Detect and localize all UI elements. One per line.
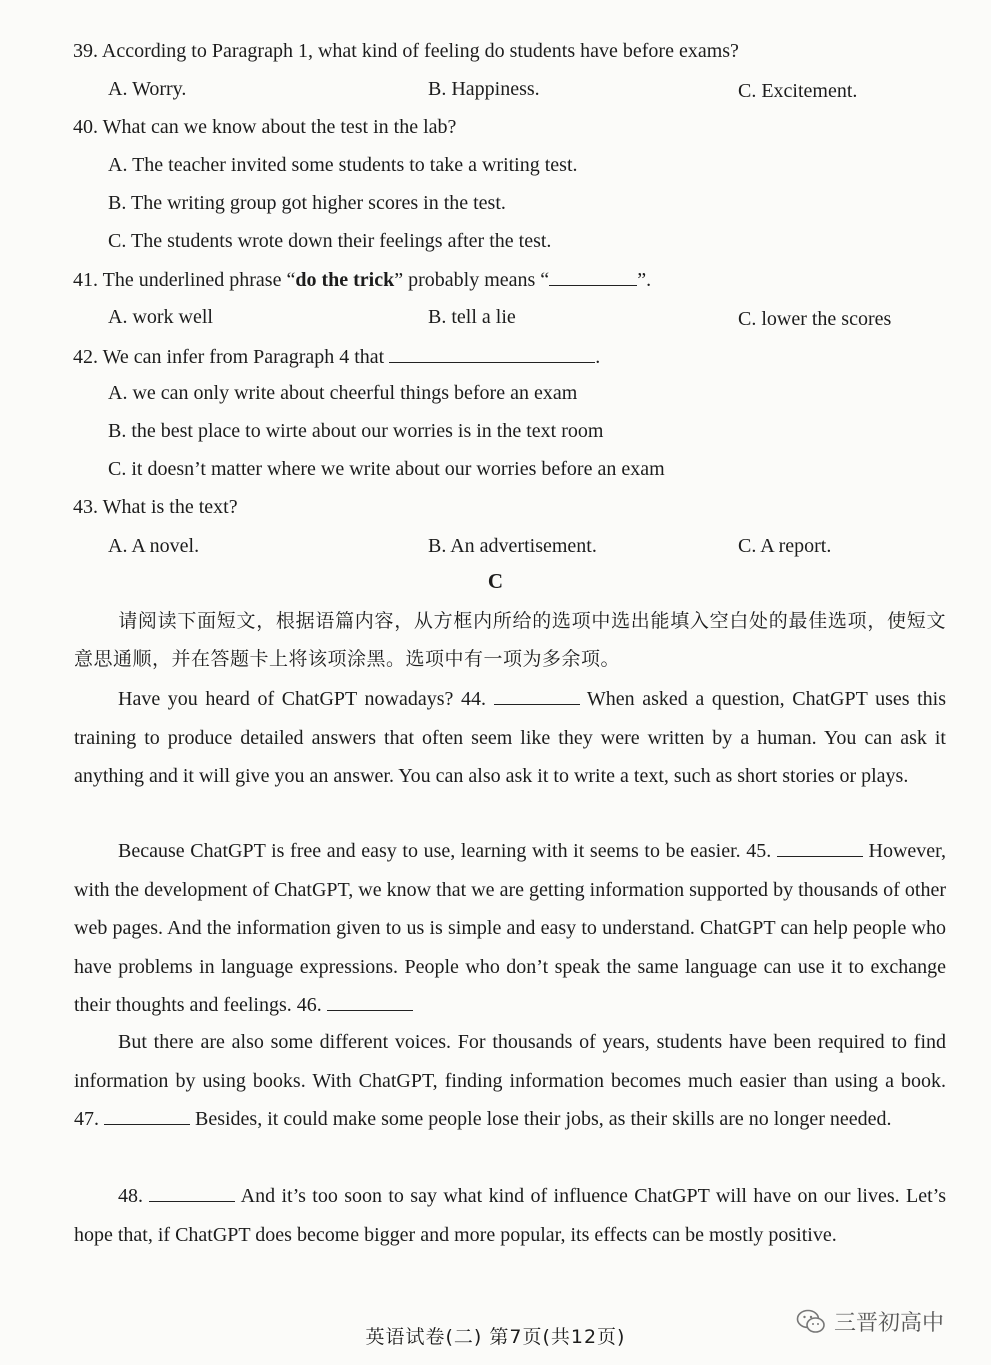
q42-stem-text: 42. We can infer from Paragraph 4 that [73,346,385,368]
blank-48 [149,1181,235,1202]
question-43-stem: 43. What is the text? [73,496,238,518]
p3-text-a: But there are also some different voices. For thousands of years, students have been required to find information by using books. With ChatGPT, finding information becomes much easier than using a book. 47. [74,1031,946,1130]
q41-option-c: C. lower the scores [738,308,892,330]
blank-45 [777,836,863,857]
wechat-icon [796,1309,826,1335]
p1-text-b: When asked a question, ChatGPT uses this training to produce detailed answers that often seem like they were written by a human. You can ask it anything and it will give you an answer. You can also ask it to write a text, such as short stories or plays. [74,688,947,787]
q39-option-b: B. Happiness. [428,78,540,100]
q40-option-a: A. The teacher invited some students to take a writing test. [108,154,578,176]
q41-stem-middle: ” probably means “ [394,269,550,291]
q43-option-a: A. A novel. [108,535,200,557]
q41-stem-end: ”. [637,269,652,291]
q42-stem-end: . [595,346,601,368]
q42-option-b: B. the best place to wirte about our worries is in the text room [108,420,604,442]
blank-46 [327,990,413,1011]
q41-stem-prefix: 41. The underlined phrase “ [73,269,296,291]
q41-option-a: A. work well [108,306,213,328]
section-c-instruction [74,602,946,678]
q41-option-b: B. tell a lie [428,306,516,328]
q43-option-b: B. An advertisement. [428,535,597,557]
q40-option-c: C. The students wrote down their feelings after the test. [108,230,552,252]
q39-option-c: C. Excitement. [738,80,858,102]
passage-paragraph-1 [74,680,946,796]
p2-text-a: Because ChatGPT is free and easy to use, learning with it seems to be easier. 45. [118,840,772,862]
instruction-text: 请阅读下面短文，根据语篇内容，从方框内所给的选项中选出能填入空白处的最佳选项，使短文意思通顺，并在答题卡上将该项涂黑。选项中有一项为多余项。 [74,610,946,670]
passage-paragraph-2 [74,832,946,1025]
q42-option-c: C. it doesn’t matter where we write about our worries before an exam [108,458,665,480]
p2-text-b: However, with the development of ChatGPT, we know that we are getting information supported by thousands of other web pages. And the information given to us is simple and easy to understand. ChatGPT can help people who have problems in language expressions. People who don’t speak the same language can use it to exchange their thoughts and feelings. 46. [74,840,947,1016]
question-39-stem: 39. According to Paragraph 1, what kind of feeling do students have before exams? [73,40,739,62]
p1-text-a: Have you heard of ChatGPT nowadays? 44. [118,688,486,710]
q42-answer-blank [389,342,595,363]
q39-option-a: A. Worry. [108,78,187,100]
question-41-stem [73,265,651,294]
question-40-stem: 40. What can we know about the test in the lab? [73,116,457,138]
q41-underlined-phrase: do the trick [295,269,395,291]
passage-paragraph-4 [74,1177,946,1254]
passage-paragraph-3 [74,1023,946,1139]
p3-text-b: Besides, it could make some people lose their jobs, as their skills are no longer needed. [195,1108,892,1130]
watermark [796,1306,944,1337]
section-c-heading: C [487,569,504,593]
blank-44 [494,684,580,705]
p4-text-b: And it’s too soon to say what kind of influence ChatGPT will have on our lives. Let’s hope that, if ChatGPT does become bigger and more popular, its effects can be mostly positive. [74,1185,947,1246]
p4-text-a: 48. [118,1185,143,1207]
page-footer: 英语试卷(二) 第7页(共12页) [365,1326,626,1348]
question-42-stem [73,342,600,371]
q43-option-c: C. A report. [738,535,832,557]
q40-option-b: B. The writing group got higher scores in the test. [108,192,506,214]
q41-answer-blank [549,265,637,286]
blank-47 [104,1104,190,1125]
q42-option-a: A. we can only write about cheerful things before an exam [108,382,578,404]
watermark-text: 三晋初高中 [834,1311,945,1336]
